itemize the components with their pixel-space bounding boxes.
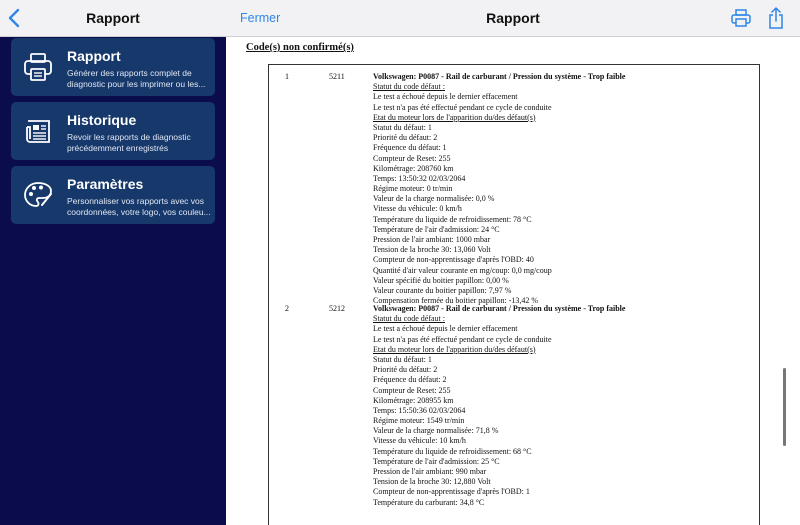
- palette-icon: [22, 179, 54, 211]
- card-title: Historique: [67, 112, 137, 128]
- detail-line: Valeur de la charge normalisée: 71,8 %: [373, 426, 499, 436]
- detail-line: Compensation fermée du boitier papillon: -13,42 %: [373, 296, 539, 306]
- detail-line: Valeur courante du boitier papillon: 7,97 %: [373, 285, 512, 295]
- detail-line: Température de l'air d'admission: 24 °C: [373, 224, 500, 234]
- detail-line: Temps: 15:50:36 02/03/2064: [373, 405, 466, 415]
- fault-code: 5211: [329, 72, 345, 81]
- detail-line: Régime moteur: 0 tr/min: [373, 184, 453, 194]
- detail-line: Régime moteur: 1549 tr/min: [373, 416, 465, 426]
- detail-line: Pression de l'air ambiant: 1000 mbar: [373, 235, 491, 244]
- detail-line: Pression de l'air ambiant: 990 mbar: [373, 467, 487, 476]
- fault-title: Volkswagen: P0087 - Rail de carburant / Pression du système - Trop faible: [373, 304, 626, 313]
- close-button[interactable]: Fermer: [240, 11, 281, 25]
- card-title: Paramètres: [67, 176, 144, 192]
- fault-details: [373, 304, 753, 508]
- printer-icon: [22, 51, 54, 83]
- sidebar: [0, 0, 226, 525]
- detail-line: Valeur de la charge normalisée: 0,0 %: [373, 194, 495, 204]
- detail-line: Compteur de non-apprentissage d'après l'OBD: 40: [373, 255, 534, 265]
- detail-line: Température du liquide de refroidissement: 78 °C: [373, 214, 532, 224]
- detail-line: Fréquence du défaut: 2: [373, 375, 447, 385]
- newspaper-icon: [22, 115, 54, 147]
- sidebar-header: [0, 0, 226, 37]
- sidebar-card-rapport[interactable]: [11, 38, 215, 96]
- sidebar-card-historique[interactable]: [11, 102, 215, 160]
- status-line: Le test a échoué depuis le dernier effacement: [373, 92, 518, 102]
- sidebar-title: Rapport: [86, 10, 140, 26]
- detail-line: Tension de la broche 30: 12,880 Volt: [373, 477, 491, 487]
- engine-state-header: Etat du moteur lors de l'apparition du/des défaut(s): [373, 112, 536, 122]
- detail-line: Kilométrage: 208955 km: [373, 395, 454, 405]
- detail-line: Vitesse du véhicule: 10 km/h: [373, 436, 466, 446]
- detail-line: Compteur de Reset: 255: [373, 385, 451, 395]
- status-line: Le test n'a pas été effectué pendant ce cycle de conduite: [373, 334, 552, 344]
- detail-line: Priorité du défaut: 2: [373, 365, 438, 375]
- detail-line: Vitesse du véhicule: 0 km/h: [373, 204, 462, 214]
- detail-line: Kilométrage: 208760 km: [373, 163, 454, 173]
- detail-line: Fréquence du défaut: 1: [373, 143, 447, 153]
- detail-line: Température du carburant: 34,8 °C: [373, 497, 485, 507]
- fault-code: 5212: [329, 304, 345, 313]
- fault-table: [268, 64, 760, 525]
- card-description: Revoir les rapports de diagnostic précédemment enregistrés: [67, 132, 191, 153]
- main-header: [226, 0, 800, 37]
- report-document[interactable]: [226, 37, 800, 525]
- card-description: Personnaliser vos rapports avec vos coordonnées, votre logo, vos couleu...: [67, 196, 211, 217]
- detail-line: Compteur de non-apprentissage d'après l'OBD: 1: [373, 487, 530, 497]
- share-icon[interactable]: [768, 7, 784, 29]
- printer-icon[interactable]: [731, 9, 751, 27]
- status-header: Statut du code défaut :: [373, 82, 445, 92]
- fault-number: 2: [285, 304, 289, 313]
- sidebar-card-parametres[interactable]: [11, 166, 215, 224]
- vertical-scrollbar[interactable]: [783, 368, 786, 446]
- section-title: Code(s) non confirmé(s): [246, 42, 354, 53]
- detail-line: Valeur spécifié du boitier papillon: 0,00 %: [373, 275, 509, 285]
- detail-line: Température de l'air d'admission: 25 °C: [373, 456, 500, 466]
- detail-line: Tension de la broche 30: 13,060 Volt: [373, 245, 491, 255]
- status-header: Statut du code défaut :: [373, 314, 445, 324]
- detail-line: Statut du défaut: 1: [373, 122, 432, 132]
- fault-details: [373, 72, 753, 306]
- status-line: Le test a échoué depuis le dernier effacement: [373, 324, 518, 334]
- detail-line: Température du liquide de refroidissement: 68 °C: [373, 446, 532, 456]
- detail-line: Statut du défaut: 1: [373, 354, 432, 364]
- fault-number: 1: [285, 72, 289, 81]
- detail-line: Temps: 13:50:32 02/03/2064: [373, 173, 466, 183]
- engine-state-header: Etat du moteur lors de l'apparition du/des défaut(s): [373, 344, 536, 354]
- detail-line: Compteur de Reset: 255: [373, 153, 451, 163]
- status-line: Le test n'a pas été effectué pendant ce cycle de conduite: [373, 102, 552, 112]
- card-title: Rapport: [67, 48, 121, 64]
- detail-line: Quantité d'air valeur courante en mg/coup: 0,0 mg/coup: [373, 265, 552, 275]
- page-title: Rapport: [486, 10, 540, 26]
- fault-title: Volkswagen: P0087 - Rail de carburant / Pression du système - Trop faible: [373, 72, 626, 81]
- card-description: Générer des rapports complet de diagnostic pour les imprimer ou les...: [67, 68, 206, 89]
- detail-line: Priorité du défaut: 2: [373, 133, 438, 143]
